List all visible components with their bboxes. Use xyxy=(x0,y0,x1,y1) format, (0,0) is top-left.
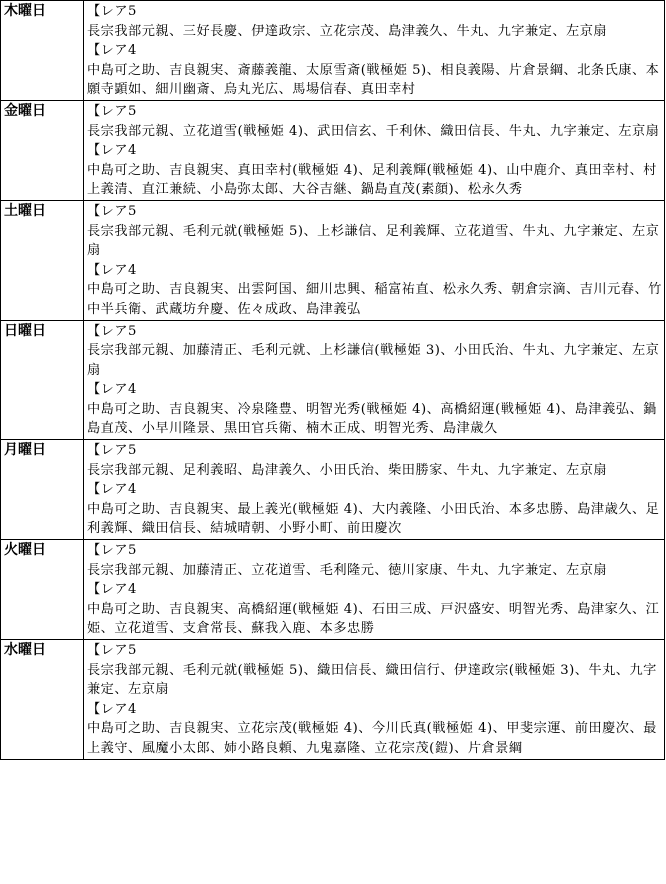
rarity-cell xyxy=(84,440,665,540)
rarity5-names: 長宗我部元親、三好長慶、伊達政宗、立花宗茂、島津義久、牛丸、九字兼定、左京扇 xyxy=(87,23,608,39)
rarity5-label: 【レア5 xyxy=(87,4,137,19)
rarity-cell xyxy=(84,540,665,640)
rarity5-names: 長宗我部元親、加藤清正、毛利元就、上杉謙信(戦極姫 3)、小田氏治、牛丸、九字兼定、左京扇 xyxy=(87,343,660,378)
day-cell: 月曜日 xyxy=(1,440,84,540)
rarity-cell xyxy=(84,100,665,200)
rarity-cell xyxy=(84,640,665,760)
day-cell: 火曜日 xyxy=(1,540,84,640)
rarity5-names: 長宗我部元親、毛利元就(戦極姫 5)、織田信長、織田信行、伊達政宗(戦極姫 3)、牛丸、九字兼定、左京扇 xyxy=(87,662,657,698)
table-row xyxy=(1,440,665,540)
rarity5-label: 【レア5 xyxy=(87,643,137,658)
day-cell: 土曜日 xyxy=(1,200,84,320)
rarity5-label: 【レア5 xyxy=(87,323,137,339)
rarity5-names: 長宗我部元親、加藤清正、立花道雪、毛利隆元、徳川家康、牛丸、九字兼定、左京扇 xyxy=(87,562,608,578)
table-row xyxy=(1,640,665,760)
rarity4-label: 【レア4 xyxy=(87,701,137,717)
rarity-cell xyxy=(84,320,665,440)
rarity4-names: 中島可之助、吉良親実、真田幸村(戦極姫 4)、足利義輝(戦極姫 4)、山中鹿介、真田幸村、村上義清、直江兼続、小島弥太郎、大谷吉継、鍋島直茂(素顔)、松永久秀 xyxy=(87,162,657,198)
rarity-cell xyxy=(84,200,665,320)
table-row xyxy=(1,1,665,101)
day-cell: 日曜日 xyxy=(1,320,84,440)
table-row xyxy=(1,200,665,320)
table-row xyxy=(1,100,665,200)
day-cell: 木曜日 xyxy=(1,1,84,101)
rarity4-label: 【レア4 xyxy=(87,43,137,59)
rarity5-names: 長宗我部元親、足利義昭、島津義久、小田氏治、柴田勝家、牛丸、九字兼定、左京扇 xyxy=(87,462,608,478)
rarity4-names: 中島可之助、吉良親実、高橋紹運(戦極姫 4)、石田三成、戸沢盛安、明智光秀、島津家久、江姫、立花道雪、支倉常長、蘇我入鹿、本多忠勝 xyxy=(87,601,660,637)
rarity4-names: 中島可之助、吉良親実、最上義光(戦極姫 4)、大内義隆、小田氏治、本多忠勝、島津歳久、足利義輝、織田信長、結城晴朝、小野小町、前田慶次 xyxy=(87,501,660,537)
rarity5-label: 【レア5 xyxy=(87,203,137,219)
day-cell: 金曜日 xyxy=(1,100,84,200)
day-cell: 水曜日 xyxy=(1,640,84,760)
rarity4-names: 中島可之助、吉良親実、立花宗茂(戦極姫 4)、今川氏真(戦極姫 4)、甲斐宗運、前田慶次、最上義守、風魔小太郎、姉小路良頼、九鬼嘉隆、立花宗茂(鎧)、片倉景綱 xyxy=(87,721,657,756)
rarity-cell xyxy=(84,1,665,101)
table-row xyxy=(1,540,665,640)
rarity5-label: 【レア5 xyxy=(87,103,137,119)
rarity4-label: 【レア4 xyxy=(87,262,137,278)
rarity4-names: 中島可之助、吉良親実、出雲阿国、細川忠興、稲富祐直、松永久秀、朝倉宗滴、吉川元春、竹中半兵衛、武蔵坊弁慶、佐々成政、島津義弘 xyxy=(87,282,662,317)
rarity4-label: 【レア4 xyxy=(87,482,137,498)
table-row xyxy=(1,320,665,440)
rarity5-names: 長宗我部元親、毛利元就(戦極姫 5)、上杉謙信、足利義輝、立花道雪、牛丸、九字兼定、左京扇 xyxy=(87,223,660,259)
rarity4-label: 【レア4 xyxy=(87,143,137,159)
rarity4-names: 中島可之助、吉良親実、冷泉隆豊、明智光秀(戦極姫 4)、高橋紹運(戦極姫 4)、島津義弘、鍋島直茂、小早川隆景、黒田官兵衛、楠木正成、明智光秀、島津歳久 xyxy=(87,401,657,437)
rarity5-names: 長宗我部元親、立花道雪(戦極姫 4)、武田信玄、千利休、織田信長、牛丸、九字兼定、左京扇 xyxy=(87,123,660,139)
rarity4-label: 【レア4 xyxy=(87,582,137,598)
rarity5-label: 【レア5 xyxy=(87,443,137,459)
rarity5-label: 【レア5 xyxy=(87,543,137,559)
schedule-body xyxy=(1,1,665,760)
rarity4-label: 【レア4 xyxy=(87,382,137,398)
rarity4-names: 中島可之助、吉良親実、斎藤義龍、太原雪斎(戦極姫 5)、相良義陽、片倉景綱、北条氏康、本願寺顕如、細川幽斎、烏丸光広、馬場信春、真田幸村 xyxy=(87,62,660,98)
